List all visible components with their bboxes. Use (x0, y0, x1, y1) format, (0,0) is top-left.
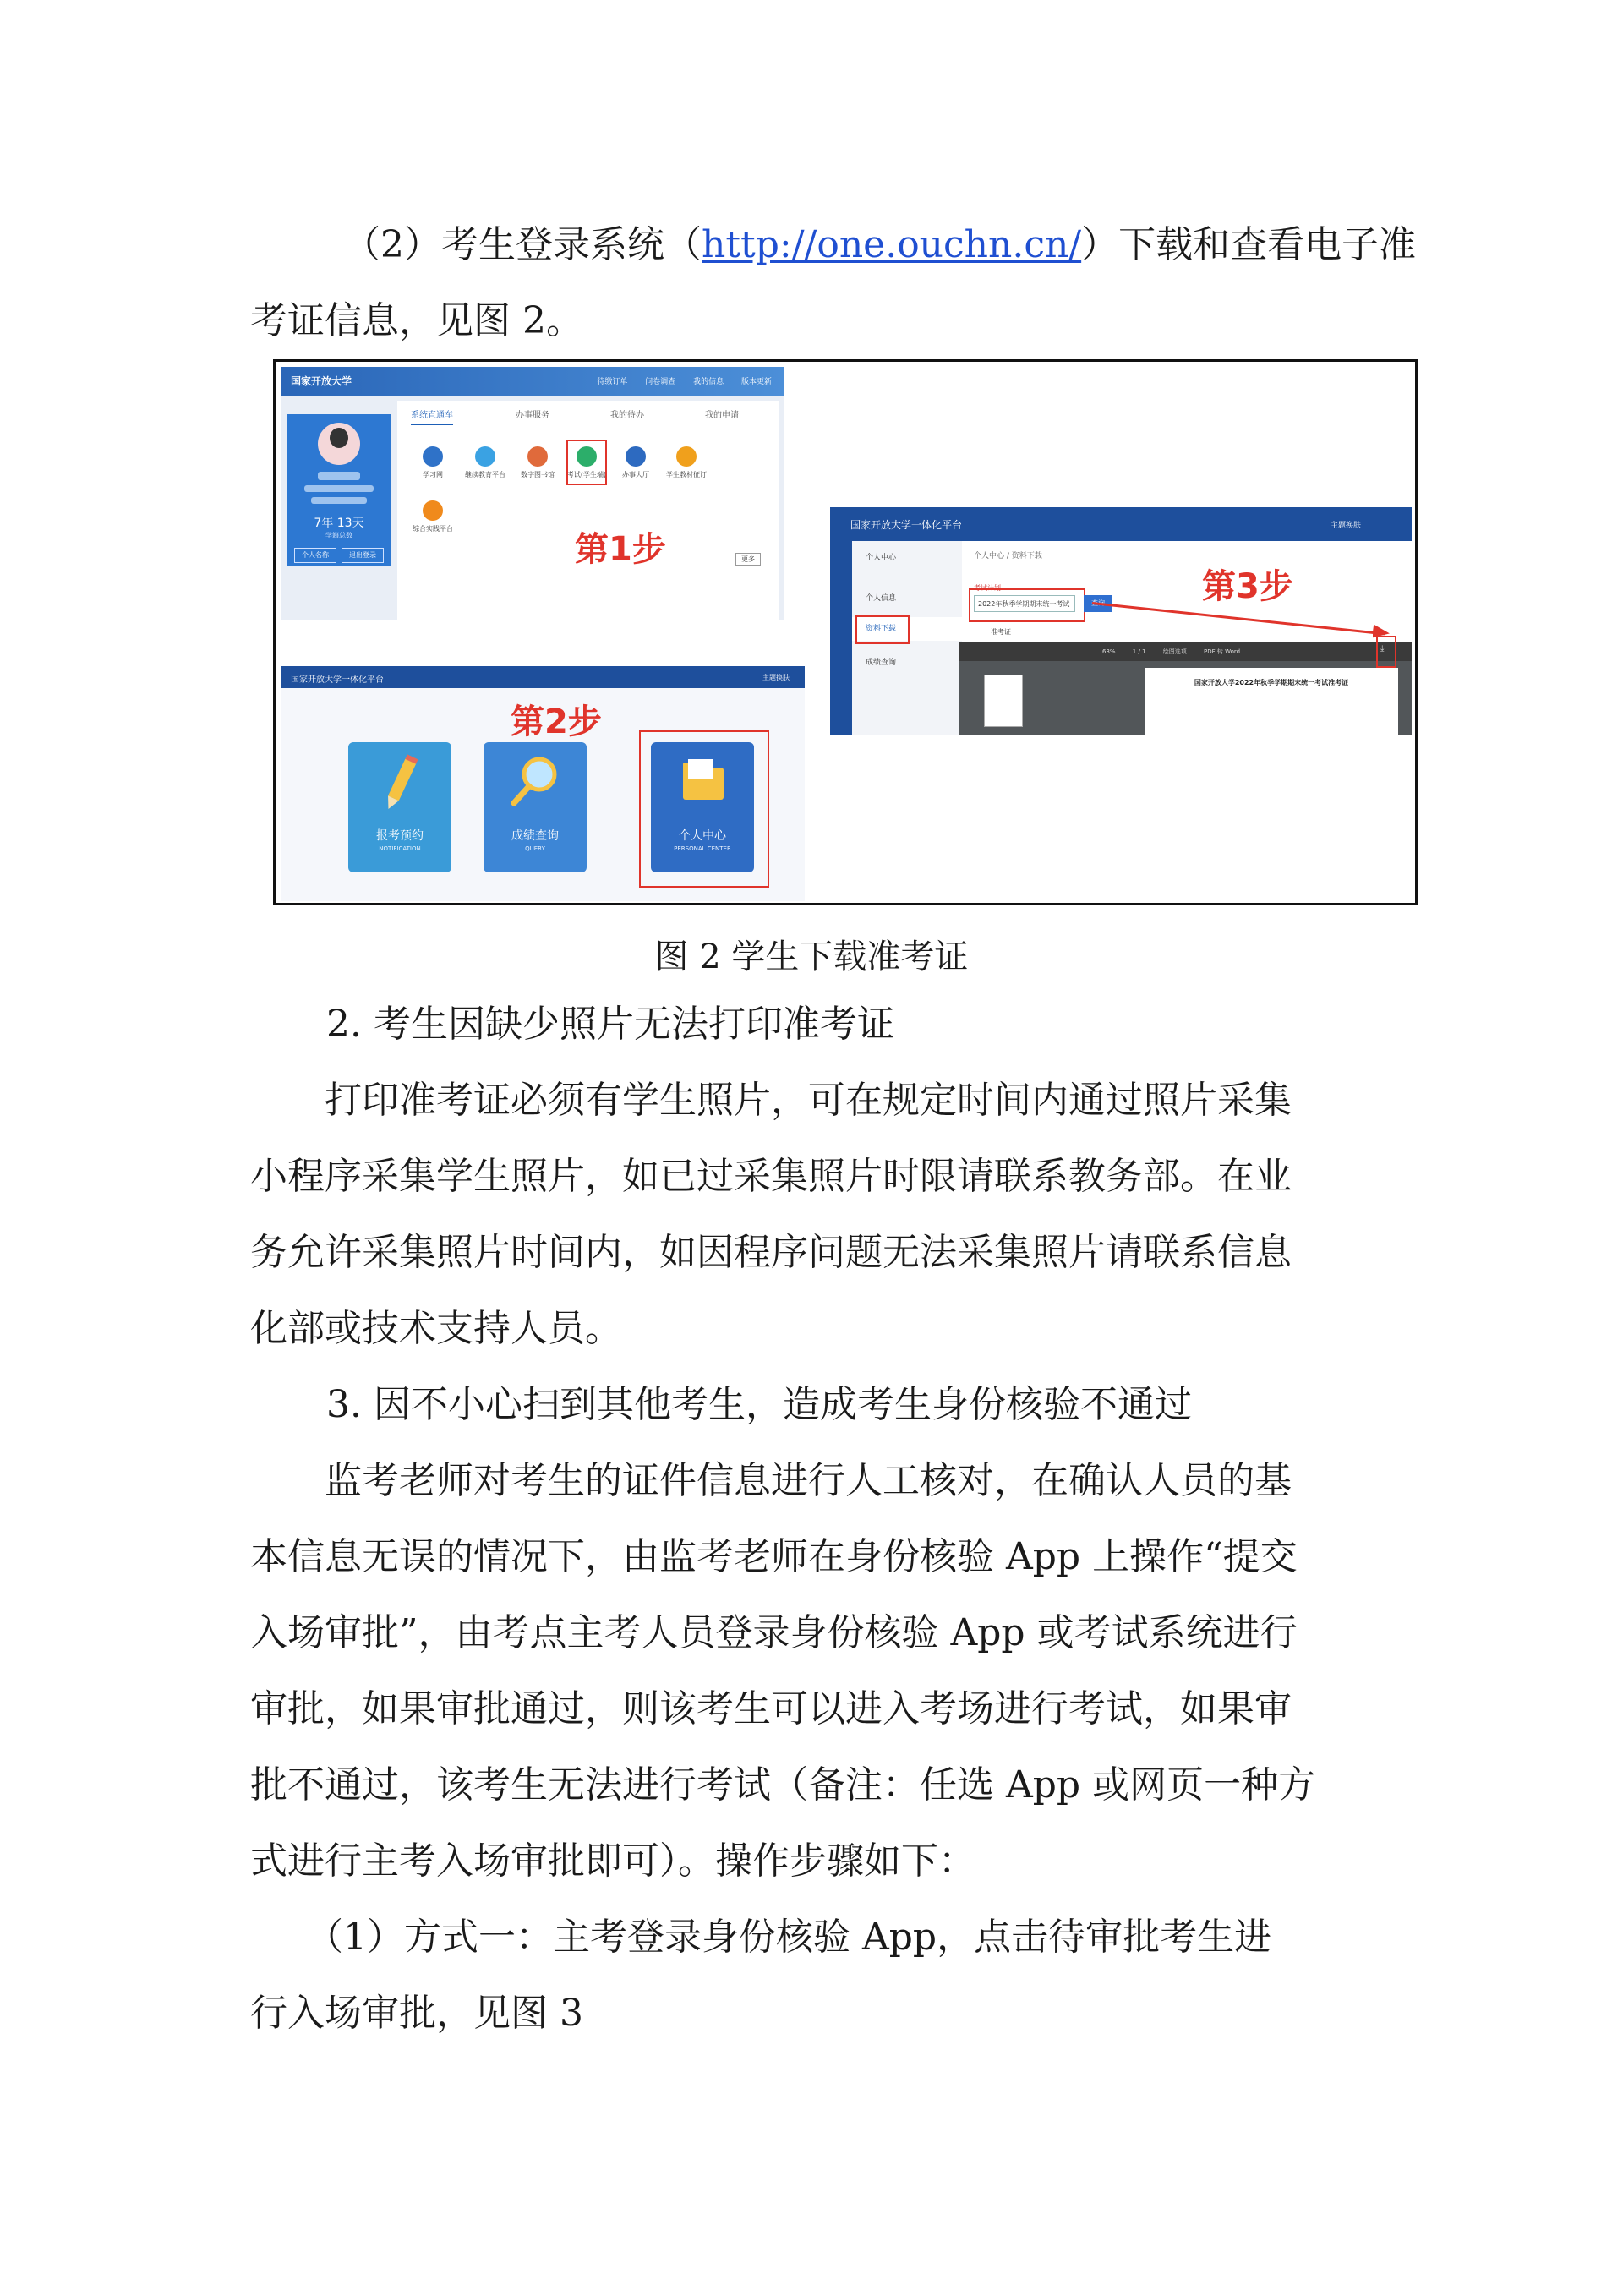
section-3-body (250, 1443, 1383, 1900)
step-2-label: 第2步 (511, 702, 602, 741)
section-2-body (250, 1063, 1383, 1367)
ouchn-link[interactable]: http://one.ouchn.cn/ (702, 223, 1082, 266)
app-label: 继续教育平台 (465, 471, 505, 478)
intro-prefix: （2）考生登录系统（ (343, 223, 702, 266)
pdf-thumbnail[interactable] (984, 675, 1023, 727)
portal-brand: 国家开放大学 (291, 375, 352, 387)
tab-applications[interactable]: 我的申请 (705, 411, 739, 420)
app-label: 数字图书馆 (521, 471, 555, 478)
pencil-icon (348, 742, 451, 823)
app-label: 办事大厅 (622, 471, 649, 478)
file-label: 准考证 (991, 628, 1011, 636)
blurred-id (304, 485, 374, 492)
section-2-heading (250, 987, 1383, 1063)
textbook-icon[interactable] (676, 446, 697, 467)
nav-downloads[interactable]: 资料下载 (852, 617, 962, 641)
toplink[interactable]: 问卷调查 (645, 378, 676, 386)
download-icon[interactable]: ⤓ (1380, 644, 1385, 653)
intro-paragraph (250, 207, 1417, 359)
body-line: 小程序采集学生照片，如已过采集照片时限请联系教务部。在业 (250, 1155, 1292, 1198)
platform-topbar (830, 507, 1412, 541)
tile-subtitle: PERSONAL CENTER (674, 845, 731, 852)
tile-title: 成绩查询 (511, 829, 559, 843)
intro-suffix: ）下载和查看电子准 (1081, 223, 1417, 266)
tile-title: 报考预约 (376, 829, 424, 843)
pdf-page-view (1145, 668, 1398, 735)
tab-quick-access[interactable]: 系统直通车 (411, 407, 453, 425)
body-line: 行入场审批，见图 3 (250, 1992, 583, 2035)
body-line: 本信息无误的情况下，由监考老师在身份核验 App 上操作“提交 (250, 1535, 1298, 1578)
pdf-convert[interactable]: PDF 转 Word (1203, 648, 1241, 655)
platform-home-screenshot (281, 666, 805, 901)
toplink[interactable]: 待缴订单 (597, 378, 628, 386)
portal-toplinks (582, 375, 772, 386)
downloads-highlight (855, 615, 910, 644)
app-label: 综合实践平台 (413, 525, 453, 533)
tab-services[interactable]: 办事服务 (516, 411, 549, 420)
nav-scores[interactable]: 成绩查询 (866, 659, 897, 667)
step-1-label: 第1步 (575, 530, 666, 569)
app-label: 考试(学生端) (566, 471, 607, 478)
intro-line-1 (250, 207, 1417, 283)
continuing-edu-icon[interactable] (475, 446, 495, 467)
exam-plan-highlight (969, 588, 1085, 622)
pdf-title: 国家开放大学2022年秋季学期期末统一考试准考证 (1194, 679, 1349, 686)
nav-personal-center[interactable]: 个人中心 (866, 554, 897, 562)
tile-score-query[interactable] (484, 742, 587, 872)
theme-switch[interactable]: 主题换肤 (762, 674, 790, 681)
study-days-label: 学籍总数 (325, 532, 352, 539)
app-label: 学习网 (423, 471, 443, 478)
toplink[interactable]: 版本更新 (740, 378, 772, 386)
method-one-paragraph (250, 1900, 1383, 2052)
profile-button[interactable]: 个人名称 (294, 548, 336, 563)
tile-title: 个人中心 (679, 829, 726, 843)
exam-plan-select[interactable]: 2022年秋季学期期末统一考试 (974, 595, 1075, 612)
library-icon[interactable] (527, 446, 548, 467)
body-line: 审批，如果审批通过，则该考生可以进入考场进行考试，如果审 (250, 1687, 1292, 1730)
pdf-zoom[interactable]: 63% (1102, 648, 1116, 655)
body-line: （1）方式一：主考登录身份核验 App，点击待审批考生进 (250, 1916, 1272, 1959)
body-line: 化部或技术支持人员。 (250, 1307, 622, 1350)
tile-subtitle: QUERY (525, 845, 545, 852)
pdf-draw[interactable]: 绘图选项 (1162, 648, 1187, 655)
blurred-info (311, 497, 367, 504)
pdf-page: 1 / 1 (1132, 648, 1146, 655)
step-3-label: 第3步 (1202, 567, 1293, 606)
tile-subtitle: NOTIFICATION (379, 845, 421, 852)
avatar (318, 423, 360, 465)
heading-line: 2. 考生因缺少照片无法打印准考证 (326, 1003, 894, 1046)
logout-button[interactable]: 退出登录 (342, 548, 384, 563)
body-line: 监考老师对考生的证件信息进行人工核对，在确认人员的基 (250, 1459, 1292, 1502)
app-label: 学生教材征订 (666, 471, 707, 478)
breadcrumb: 个人中心 / 资料下载 (974, 552, 1042, 560)
blurred-name (318, 472, 360, 480)
platform-brand: 国家开放大学一体化平台 (850, 519, 963, 531)
study-days: 7年 13天 (314, 517, 364, 530)
more-button[interactable]: 更多 (735, 553, 761, 566)
icon-rail (830, 541, 852, 735)
body-line: 式进行主考入场审批即可）。操作步骤如下： (250, 1840, 975, 1883)
arrow-head-icon (1373, 624, 1390, 641)
service-hall-icon[interactable] (626, 446, 646, 467)
profile-card (287, 414, 391, 566)
exam-plan-label: 考试计划 (974, 584, 1001, 592)
pdf-viewer (959, 661, 1412, 735)
tile-registration[interactable] (348, 742, 451, 872)
section-3-heading (250, 1367, 1383, 1443)
body-line: 打印准考证必须有学生照片，可在规定时间内通过照片采集 (250, 1079, 1292, 1122)
figure-caption: 图 2 学生下载准考证 (654, 938, 969, 976)
body-line: 入场审批”，由考点主考人员登录身份核验 App 或考试系统进行 (250, 1611, 1298, 1654)
heading-line: 3. 因不小心扫到其他考生，造成考生身份核验不通过 (326, 1383, 1192, 1426)
portal-screenshot (281, 367, 784, 620)
figure-2 (273, 359, 1418, 905)
personal-center-highlight (639, 730, 769, 888)
exam-app-highlight (566, 440, 607, 485)
intro-line-2: 考证信息，见图 2。 (250, 299, 583, 342)
tab-todo[interactable]: 我的待办 (610, 411, 644, 420)
portal-topbar (281, 367, 784, 396)
body-line: 批不通过，该考生无法进行考试（备注：任选 App 或网页一种方 (250, 1763, 1316, 1807)
pdf-toolbar (959, 642, 1412, 661)
platform-brand: 国家开放大学一体化平台 (291, 675, 384, 685)
body-line: 务允许采集照片时间内，如因程序问题无法采集照片请联系信息 (250, 1231, 1292, 1274)
toplink[interactable]: 我的信息 (693, 378, 724, 386)
platform-topbar (281, 666, 805, 688)
practice-platform-icon[interactable] (423, 500, 443, 521)
download-screenshot (830, 507, 1412, 735)
portal-content (397, 401, 779, 620)
magnifier-icon (484, 742, 587, 823)
theme-switch[interactable]: 主题换肤 (1330, 522, 1361, 530)
study-net-icon[interactable] (423, 446, 443, 467)
nav-personal-info[interactable]: 个人信息 (866, 594, 897, 603)
